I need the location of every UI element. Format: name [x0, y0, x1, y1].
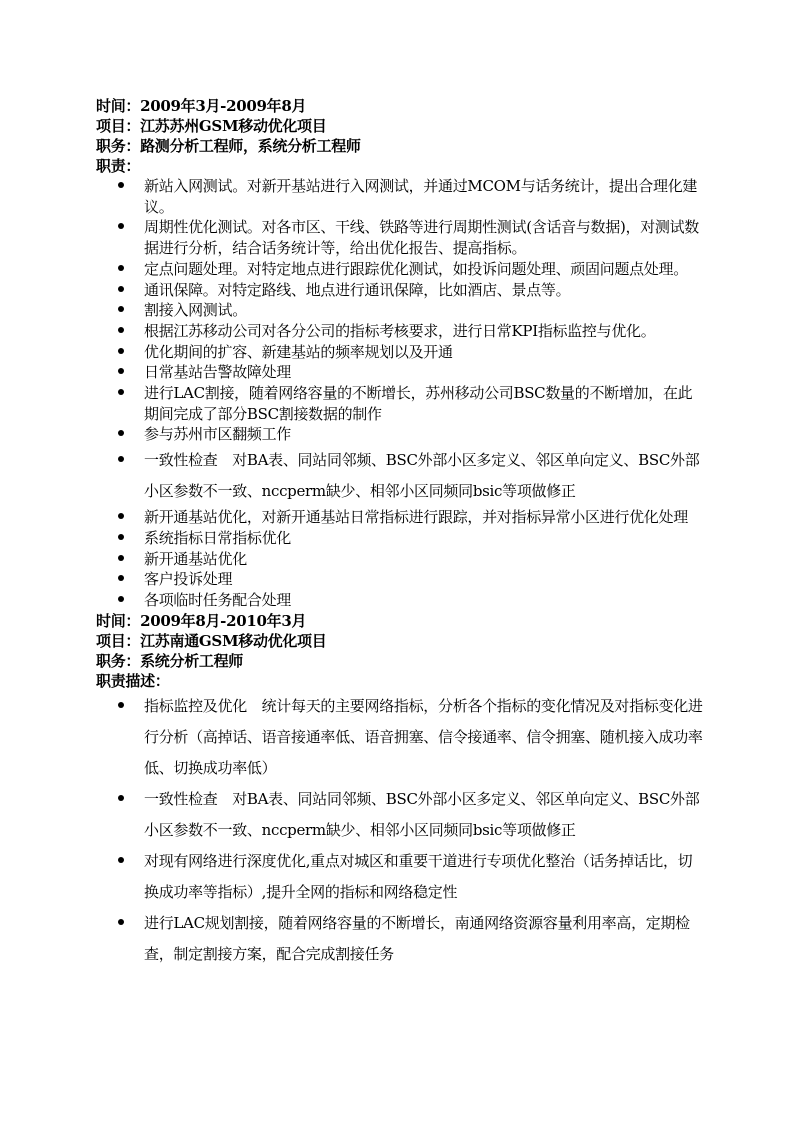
list-item: 通讯保障。对特定路线、地点进行通讯保障，比如酒店、景点等。 [144, 280, 706, 301]
list-item: 客户投诉处理 [144, 569, 706, 590]
list-item: 新开通基站优化 [144, 549, 706, 570]
section2-duty-list [96, 691, 706, 970]
section1-duty-label: 职责： [96, 157, 141, 175]
section2-project: 项目：江苏南通GSM移动优化项目 [96, 631, 327, 650]
section2-role: 职务：系统分析工程师 [96, 651, 244, 670]
list-item: 系统指标日常指标优化 [144, 528, 706, 549]
list-item: 一致性检查 对BA表、同站同邻频、BSC外部小区多定义、邻区单向定义、BSC外部小区参数不一致、nccperm缺少、相邻小区同频同bsic等项做修正 [144, 784, 706, 846]
resume-page [96, 96, 706, 970]
list-item: 周期性优化测试。对各市区、干线、铁路等进行周期性测试(含话音与数据)，对测试数据进行分析，结合话务统计等，给出优化报告、提高指标。 [144, 217, 706, 258]
list-item: 日常基站告警故障处理 [144, 362, 706, 383]
list-item: 新站入网测试。对新开基站进行入网测试，并通过MCOM与话务统计，提出合理化建议。 [144, 176, 706, 217]
section1-duty-list [96, 176, 706, 611]
list-item: 指标监控及优化 统计每天的主要网络指标，分析各个指标的变化情况及对指标变化进行分析（高掉话、语音接通率低、语音拥塞、信令接通率、信令拥塞、随机接入成功率低、切换成功率低） [144, 691, 706, 784]
section2-duty-label: 职责描述： [96, 671, 170, 690]
section1-role: 职务：路测分析工程师，系统分析工程师 [96, 137, 361, 155]
list-item: 一致性检查 对BA表、同站同邻频、BSC外部小区多定义、邻区单向定义、BSC外部小区参数不一致、nccperm缺少、相邻小区同频同bsic等项做修正 [144, 445, 706, 507]
section1-project: 项目：江苏苏州GSM移动优化项目 [96, 117, 327, 135]
list-item: 定点问题处理。对特定地点进行跟踪优化测试，如投诉问题处理、顽固问题点处理。 [144, 259, 706, 280]
list-item: 割接入网测试。 [144, 300, 706, 321]
section2-time: 时间：2009年8月-2010年3月 [96, 611, 307, 630]
list-item: 对现有网络进行深度优化,重点对城区和重要干道进行专项优化整治（话务掉话比，切换成功率等指标）,提升全网的指标和网络稳定性 [144, 846, 706, 908]
list-item: 各项临时任务配合处理 [144, 590, 706, 611]
list-item: 优化期间的扩容、新建基站的频率规划以及开通 [144, 342, 706, 363]
list-item: 进行LAC割接，随着网络容量的不断增长，苏州移动公司BSC数量的不断增加，在此期间完成了部分BSC割接数据的制作 [144, 383, 706, 424]
section1-time: 时间：2009年3月-2009年8月 [96, 97, 307, 115]
list-item: 新开通基站优化，对新开通基站日常指标进行跟踪，并对指标异常小区进行优化处理 [144, 507, 706, 528]
list-item: 进行LAC规划割接，随着网络容量的不断增长，南通网络资源容量利用率高，定期检查，制定割接方案，配合完成割接任务 [144, 908, 706, 970]
list-item: 参与苏州市区翻频工作 [144, 424, 706, 445]
list-item: 根据江苏移动公司对各分公司的指标考核要求，进行日常KPI指标监控与优化。 [144, 321, 706, 342]
